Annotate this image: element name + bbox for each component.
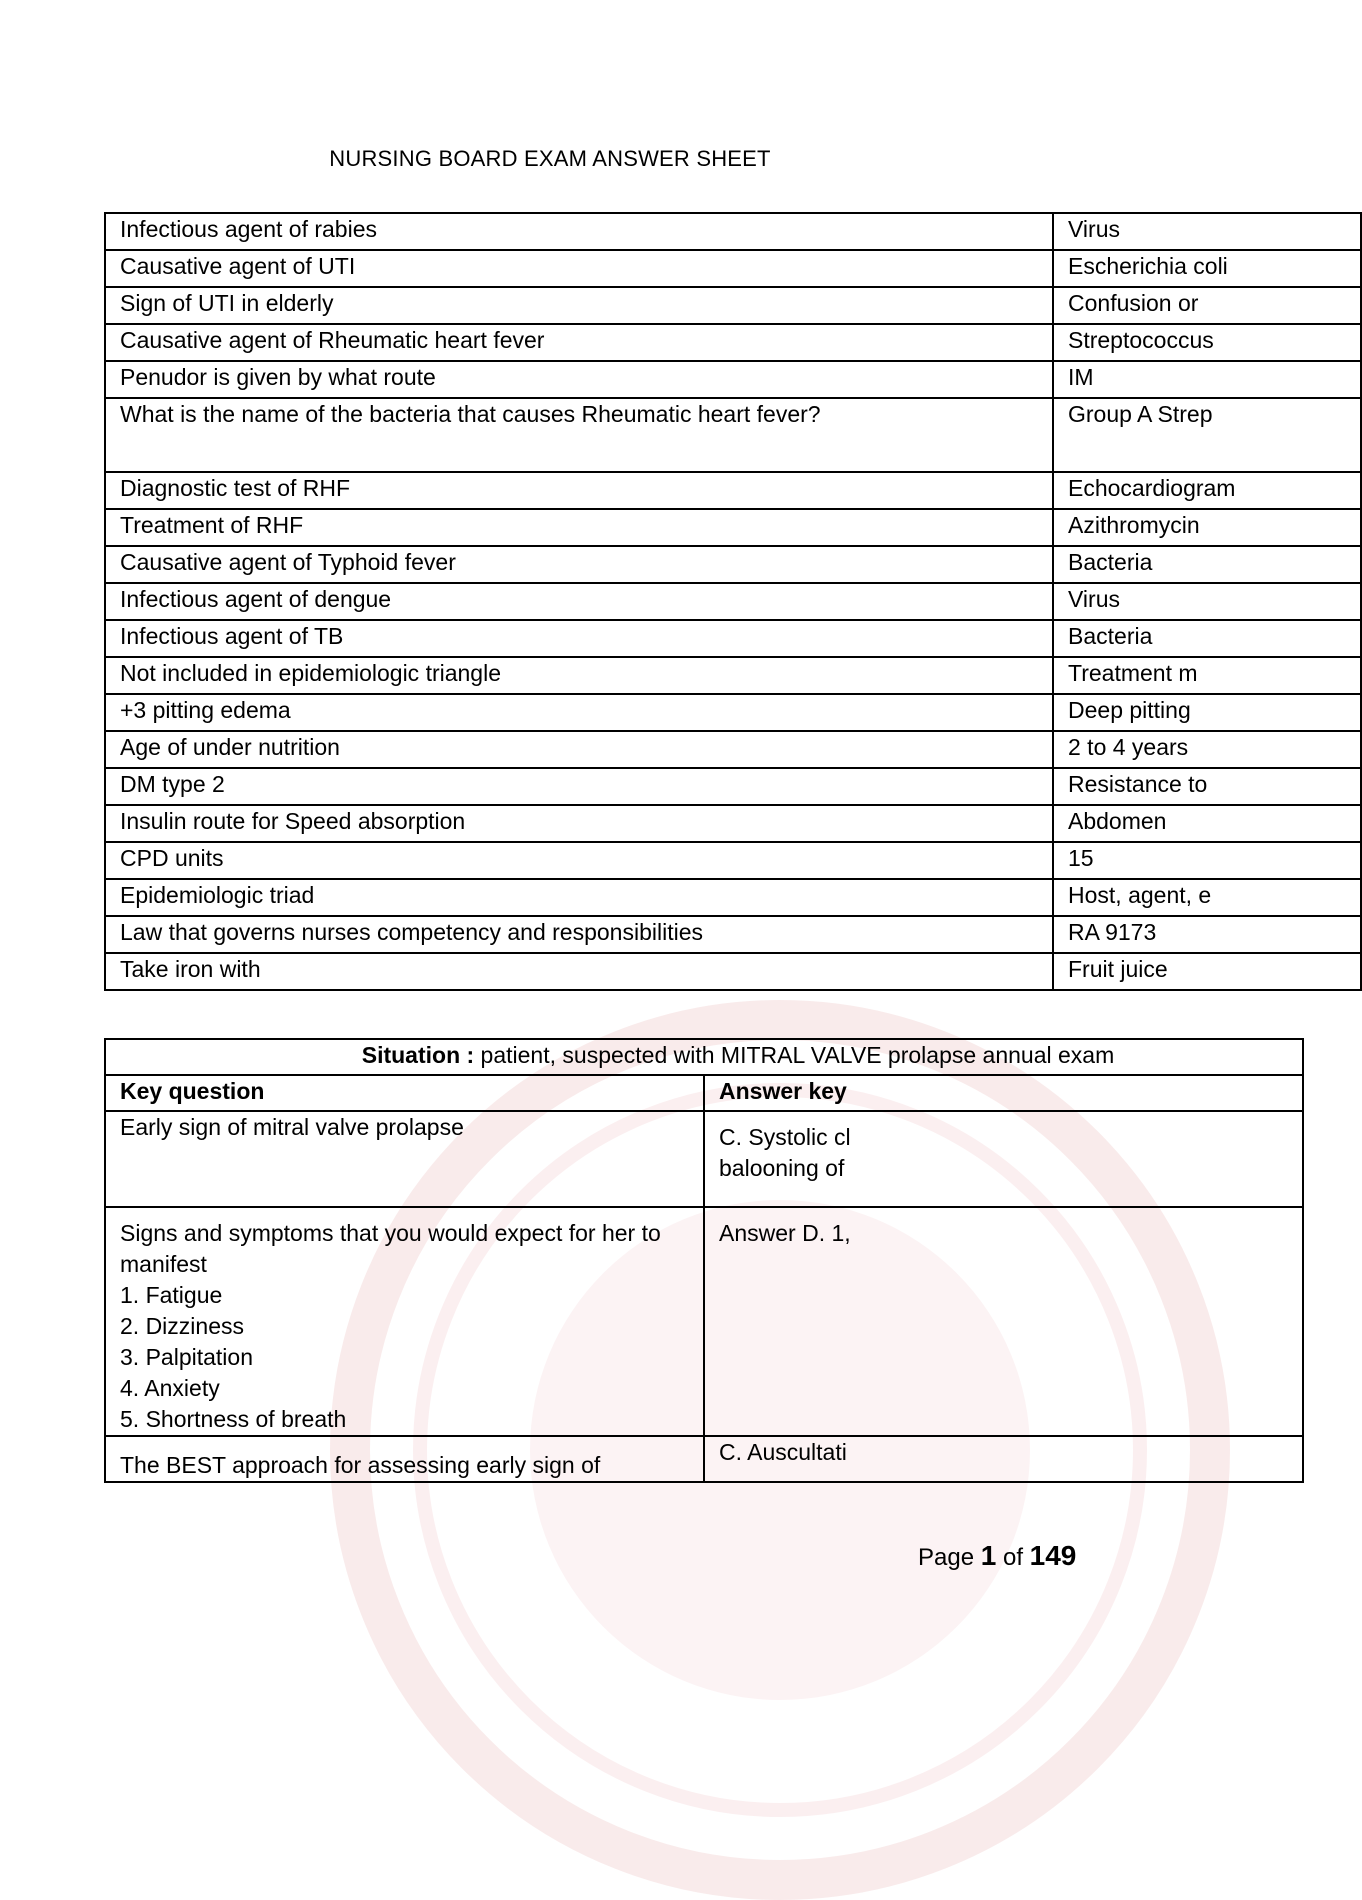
key-question-header: Key question <box>105 1075 704 1111</box>
table-row <box>105 361 1361 398</box>
question-cell: Treatment of RHF <box>105 509 1053 546</box>
situation-table <box>104 1038 1304 1483</box>
answer-cell: Fruit juice <box>1053 953 1361 990</box>
answer-key-line: Answer D. 1, <box>719 1220 851 1246</box>
table-row <box>105 768 1361 805</box>
table-row <box>105 398 1361 472</box>
answer-cell: Resistance to <box>1053 768 1361 805</box>
table-row <box>105 250 1361 287</box>
answer-key-line: C. Auscultati <box>719 1439 847 1465</box>
answer-cell: 15 <box>1053 842 1361 879</box>
question-cell: Diagnostic test of RHF <box>105 472 1053 509</box>
key-question-cell <box>105 1111 704 1207</box>
question-cell: Not included in epidemiologic triangle <box>105 657 1053 694</box>
answer-key-line: balooning of <box>719 1155 845 1181</box>
question-cell: DM type 2 <box>105 768 1053 805</box>
table-row <box>105 472 1361 509</box>
key-question-line: 5. Shortness of breath <box>120 1406 347 1432</box>
question-cell: What is the name of the bacteria that causes Rheumatic heart fever? <box>105 398 1053 472</box>
answer-cell: Bacteria <box>1053 620 1361 657</box>
key-question-line: Early sign of mitral valve prolapse <box>120 1114 464 1140</box>
answer-cell: Bacteria <box>1053 546 1361 583</box>
key-question-line: 3. Palpitation <box>120 1344 253 1370</box>
answer-cell: Virus <box>1053 213 1361 250</box>
table-row <box>105 583 1361 620</box>
table-row <box>105 805 1361 842</box>
document-title: NURSING BOARD EXAM ANSWER SHEET <box>329 146 771 171</box>
table-row <box>105 953 1361 990</box>
answer-cell: Azithromycin <box>1053 509 1361 546</box>
table-row <box>105 287 1361 324</box>
table-row <box>105 546 1361 583</box>
key-question-row <box>105 1207 1303 1436</box>
key-question-cell <box>105 1436 704 1482</box>
answer-cell: Virus <box>1053 583 1361 620</box>
answer-cell: Host, agent, e <box>1053 879 1361 916</box>
key-question-line: The BEST approach for assessing early sign of <box>120 1452 601 1478</box>
key-question-line: 4. Anxiety <box>120 1375 220 1401</box>
table-row <box>105 324 1361 361</box>
key-question-cell <box>105 1207 704 1436</box>
page-footer: Page 1 of 149 <box>918 1540 1077 1571</box>
question-cell: Infectious agent of dengue <box>105 583 1053 620</box>
table-row <box>105 842 1361 879</box>
question-cell: Penudor is given by what route <box>105 361 1053 398</box>
key-question-row <box>105 1436 1303 1482</box>
table-row <box>105 916 1361 953</box>
question-cell: CPD units <box>105 842 1053 879</box>
answer-key-cell <box>704 1111 1303 1207</box>
question-cell: Infectious agent of rabies <box>105 213 1053 250</box>
situation-text: patient, suspected with MITRAL VALVE prolapse annual exam <box>474 1042 1115 1068</box>
answer-cell: Echocardiogram <box>1053 472 1361 509</box>
table-row <box>105 879 1361 916</box>
table-row <box>105 657 1361 694</box>
answer-cell: Escherichia coli <box>1053 250 1361 287</box>
qa-table <box>104 212 1362 991</box>
answer-cell: Abdomen <box>1053 805 1361 842</box>
question-cell: Take iron with <box>105 953 1053 990</box>
answer-cell: Confusion or <box>1053 287 1361 324</box>
key-question-line: Signs and symptoms that you would expect for her to manifest <box>120 1220 661 1277</box>
table-row <box>105 620 1361 657</box>
answer-cell: Streptococcus <box>1053 324 1361 361</box>
answer-cell: Group A Strep <box>1053 398 1361 472</box>
question-cell: +3 pitting edema <box>105 694 1053 731</box>
table-row <box>105 509 1361 546</box>
qa-table-wrapper <box>104 212 1236 991</box>
key-question-row <box>105 1111 1303 1207</box>
question-cell: Law that governs nurses competency and responsibilities <box>105 916 1053 953</box>
answer-cell: RA 9173 <box>1053 916 1361 953</box>
answer-key-cell <box>704 1436 1303 1482</box>
question-cell: Epidemiologic triad <box>105 879 1053 916</box>
table-row <box>105 731 1361 768</box>
key-header-row <box>105 1075 1303 1111</box>
answer-cell: IM <box>1053 361 1361 398</box>
question-cell: Causative agent of Rheumatic heart fever <box>105 324 1053 361</box>
situation-row <box>105 1039 1303 1075</box>
table-row <box>105 213 1361 250</box>
answer-cell: Treatment m <box>1053 657 1361 694</box>
page-current: 1 <box>980 1540 997 1571</box>
answer-cell: Deep pitting <box>1053 694 1361 731</box>
situation-label: Situation : <box>361 1042 475 1068</box>
table-row <box>105 694 1361 731</box>
answer-key-header: Answer key <box>704 1075 1303 1111</box>
question-cell: Insulin route for Speed absorption <box>105 805 1053 842</box>
question-cell: Causative agent of Typhoid fever <box>105 546 1053 583</box>
answer-cell: 2 to 4 years <box>1053 731 1361 768</box>
page-total: 149 <box>1029 1540 1077 1571</box>
question-cell: Sign of UTI in elderly <box>105 287 1053 324</box>
key-question-line: 2. Dizziness <box>120 1313 244 1339</box>
question-cell: Age of under nutrition <box>105 731 1053 768</box>
key-question-line: 1. Fatigue <box>120 1282 223 1308</box>
question-cell: Causative agent of UTI <box>105 250 1053 287</box>
answer-key-cell <box>704 1207 1303 1436</box>
question-cell: Infectious agent of TB <box>105 620 1053 657</box>
answer-key-line: C. Systolic cl <box>719 1124 851 1150</box>
mvp-table-wrapper <box>104 1038 1200 1483</box>
